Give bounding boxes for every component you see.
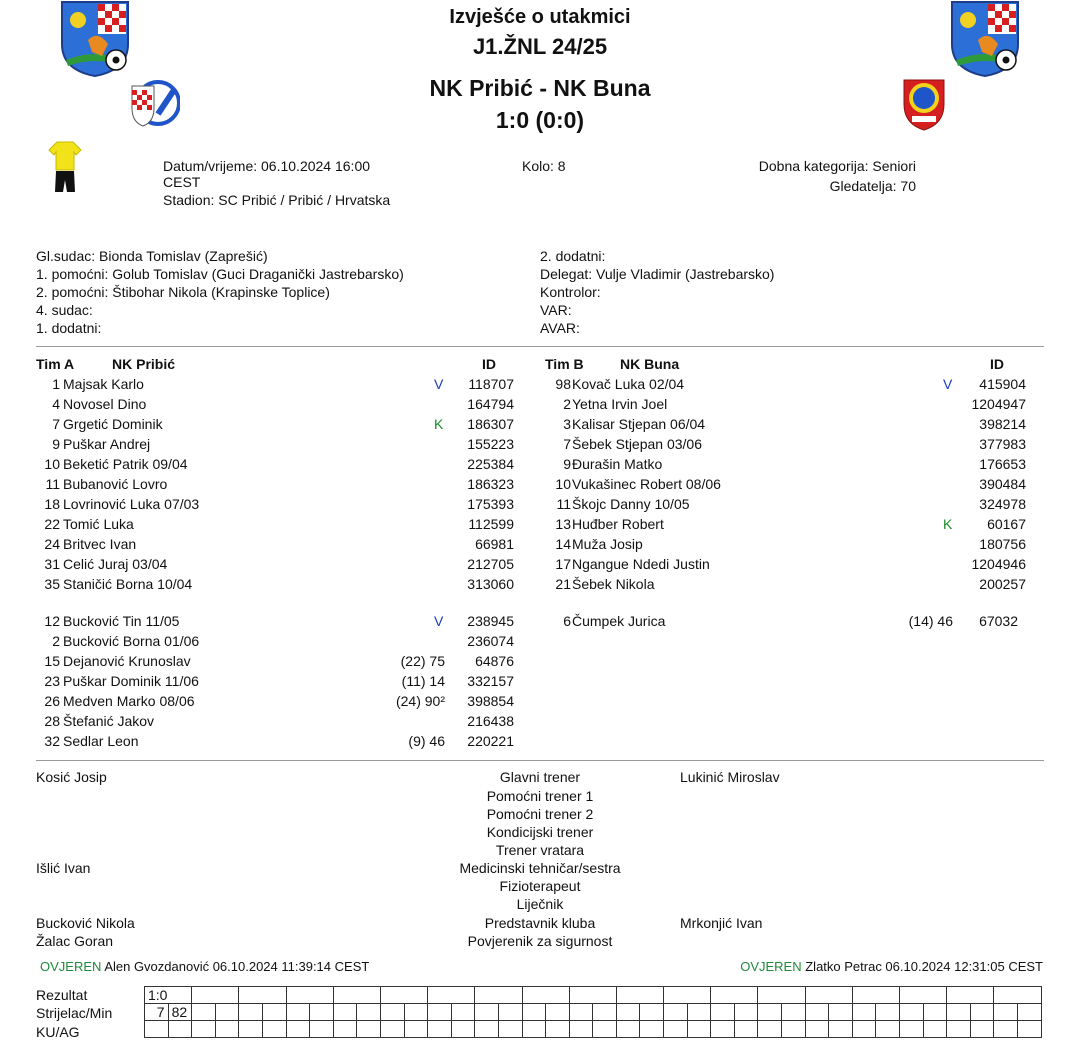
summary-cell (852, 1021, 876, 1038)
player-name: Britvec Ivan (63, 536, 137, 552)
player-id: 216438 (467, 713, 514, 729)
staff-role: Trener vratara (495, 842, 585, 858)
summary-cell (947, 1004, 971, 1021)
summary-row (145, 1004, 1042, 1021)
substitution-info: (14) 46 (908, 613, 953, 629)
staff-role: Fizioterapeut (499, 878, 581, 894)
summary-cell (286, 1004, 310, 1021)
summary-cell: 82 (168, 1004, 192, 1021)
player-number: 13 (555, 516, 571, 532)
player-number: 24 (44, 536, 60, 552)
player-number: 9 (563, 456, 571, 472)
player-name: Medven Marko 08/06 (63, 693, 195, 709)
summary-cell (947, 987, 994, 1004)
official-line: 2. pomoćni: Štibohar Nikola (Krapinske Toplice) (36, 284, 330, 300)
player-id: 186307 (467, 416, 514, 432)
summary-cell (428, 1021, 452, 1038)
player-number: 7 (52, 416, 60, 432)
player-id: 415904 (979, 376, 1026, 392)
substitution-info: (24) 90² (395, 693, 445, 709)
summary-cell (380, 987, 427, 1004)
player-id: 64876 (475, 653, 514, 669)
player-id: 398854 (467, 693, 514, 709)
away-club-crest (900, 76, 948, 132)
summary-cell (947, 1021, 971, 1038)
summary-cell (640, 1004, 664, 1021)
summary-cell (404, 1021, 428, 1038)
summary-cell (876, 1004, 900, 1021)
summary-cell (192, 987, 239, 1004)
match-timezone: CEST (163, 174, 201, 190)
spectator-count: Gledatelja: 70 (829, 178, 916, 194)
verified-label: OVJEREN (40, 959, 102, 974)
summary-cell (192, 1021, 216, 1038)
official-line: AVAR: (540, 320, 580, 336)
summary-cell (286, 987, 333, 1004)
summary-cell (805, 1021, 829, 1038)
summary-cell (262, 1021, 286, 1038)
summary-cell (900, 987, 947, 1004)
summary-cell (711, 1004, 735, 1021)
official-line: VAR: (540, 302, 572, 318)
player-number: 21 (555, 576, 571, 592)
team-a-id-header: ID (482, 356, 496, 372)
summary-cell (310, 1021, 334, 1038)
player-number: 35 (44, 576, 60, 592)
summary-cell: 1:0 (145, 987, 192, 1004)
player-number: 10 (44, 456, 60, 472)
summary-cell (546, 1004, 570, 1021)
summary-cell (1017, 1004, 1041, 1021)
match-score: 1:0 (0:0) (495, 107, 585, 133)
staff-member-home: Išlić Ivan (36, 860, 91, 876)
team-b-id-header: ID (990, 356, 1004, 372)
player-id: 200257 (979, 576, 1026, 592)
player-name: Bucković Tin 11/05 (63, 613, 180, 629)
summary-cell (923, 1021, 947, 1038)
player-number: 12 (44, 613, 60, 629)
staff-role: Medicinski tehničar/sestra (459, 860, 621, 876)
official-line: 1. dodatni: (36, 320, 102, 336)
summary-cell (994, 1021, 1018, 1038)
summary-cell (380, 1004, 404, 1021)
official-line: Gl.sudac: Bionda Tomislav (Zaprešić) (36, 248, 268, 264)
summary-cell (593, 1004, 617, 1021)
summary-cell (546, 1021, 570, 1038)
player-name: Dejanović Krunoslav (63, 653, 191, 669)
substitution-info: (9) 46 (408, 733, 445, 749)
staff-role: Povjerenik za sigurnost (467, 933, 613, 949)
verified-label: OVJEREN (740, 959, 802, 974)
summary-label-scorer: Strijelac/Min (36, 1005, 113, 1021)
staff-member-home: Žalac Goran (36, 933, 114, 949)
summary-cell (829, 1004, 853, 1021)
summary-cell (333, 1021, 357, 1038)
staff-role: Liječnik (516, 896, 564, 912)
player-id: 1204947 (971, 396, 1026, 412)
summary-cell (333, 1004, 357, 1021)
player-id: 220221 (467, 733, 514, 749)
summary-cell (616, 1021, 640, 1038)
substitution-info: (22) 75 (400, 653, 445, 669)
summary-cell (451, 1021, 475, 1038)
match-datetime: Datum/vrijeme: 06.10.2024 16:00 (163, 158, 371, 174)
summary-cell (145, 1021, 169, 1038)
summary-cell (522, 987, 569, 1004)
summary-cell (923, 1004, 947, 1021)
official-line: 2. dodatni: (540, 248, 606, 264)
player-name: Celić Juraj 03/04 (63, 556, 168, 572)
player-name: Puškar Dominik 11/06 (63, 673, 199, 689)
summary-cell (782, 1021, 806, 1038)
team-b-label: Tim B (545, 356, 584, 372)
summary-cell (616, 1004, 640, 1021)
player-id: 176653 (979, 456, 1026, 472)
summary-label-cards: KU/AG (36, 1024, 80, 1040)
player-name: Puškar Andrej (63, 436, 151, 452)
player-number: 14 (555, 536, 571, 552)
summary-cell: 7 (145, 1004, 169, 1021)
divider (36, 346, 1044, 347)
player-name: Beketić Patrik 09/04 (63, 456, 188, 472)
player-name: Sedlar Leon (63, 733, 139, 749)
summary-cell (711, 987, 758, 1004)
player-id: 238945 (467, 613, 514, 629)
summary-cell (664, 1021, 688, 1038)
summary-cell (829, 1021, 853, 1038)
official-line: Kontrolor: (540, 284, 601, 300)
player-number: 3 (563, 416, 571, 432)
summary-label-result: Rezultat (36, 987, 88, 1003)
substitution-info: (11) 14 (401, 673, 445, 689)
player-id: 155223 (467, 436, 514, 452)
summary-cell (357, 1004, 381, 1021)
age-category: Dobna kategorija: Seniori (758, 158, 916, 174)
summary-cell (428, 1004, 452, 1021)
player-name: Lovrinović Luka 07/03 (63, 496, 200, 512)
staff-member-home: Kosić Josip (36, 769, 107, 785)
player-name: Bubanović Lovro (63, 476, 168, 492)
summary-cell (616, 987, 663, 1004)
summary-cell (333, 987, 380, 1004)
captain-mark: K (434, 416, 444, 432)
player-number: 2 (563, 396, 571, 412)
summary-cell (852, 987, 899, 1004)
summary-cell (239, 987, 286, 1004)
team-a-label: Tim A (36, 356, 75, 372)
player-number: 11 (45, 476, 60, 492)
staff-role: Glavni trener (499, 769, 581, 785)
player-number: 28 (44, 713, 60, 729)
summary-cell (569, 987, 616, 1004)
summary-cell (522, 1021, 546, 1038)
summary-cell (900, 1021, 924, 1038)
player-number: 18 (44, 496, 60, 512)
player-name: Novosel Dino (63, 396, 147, 412)
player-number: 23 (44, 673, 60, 689)
summary-cell (215, 1004, 239, 1021)
summary-table (144, 986, 1042, 1038)
goalkeeper-mark: V (434, 376, 444, 392)
goalkeeper-mark: V (434, 613, 444, 629)
match-round: Kolo: 8 (522, 158, 566, 174)
verification-left-text: Alen Gvozdanović 06.10.2024 11:39:14 CEST (104, 959, 370, 974)
match-teams: NK Pribić - NK Buna (429, 75, 651, 101)
player-number: 9 (52, 436, 60, 452)
summary-cell (758, 1021, 782, 1038)
verification-left (40, 959, 369, 974)
summary-cell (876, 1021, 900, 1038)
goalkeeper-mark: V (943, 376, 953, 392)
captain-mark: K (943, 516, 953, 532)
staff-role: Kondicijski trener (486, 824, 594, 840)
summary-cell (239, 1004, 263, 1021)
summary-cell (805, 1004, 829, 1021)
summary-cell (404, 1004, 428, 1021)
summary-row (145, 987, 1042, 1004)
summary-cell (286, 1021, 310, 1038)
summary-cell (475, 1004, 499, 1021)
summary-cell (262, 1004, 286, 1021)
player-id: 398214 (979, 416, 1026, 432)
summary-cell (758, 987, 805, 1004)
summary-cell (758, 1004, 782, 1021)
summary-cell (357, 1021, 381, 1038)
summary-cell (664, 987, 711, 1004)
player-number: 7 (563, 436, 571, 452)
player-number: 32 (44, 733, 60, 749)
league-name: J1.ŽNL 24/25 (472, 34, 608, 59)
summary-cell (428, 987, 475, 1004)
home-club-crest (128, 78, 180, 128)
summary-cell (310, 1004, 334, 1021)
summary-cell (569, 1004, 593, 1021)
player-number: 1 (52, 376, 60, 392)
player-number: 6 (563, 613, 571, 629)
player-number: 26 (44, 693, 60, 709)
player-name: Muža Josip (572, 536, 643, 552)
player-name: Ngangue Ndedi Justin (572, 556, 710, 572)
player-name: Kovač Luka 02/04 (572, 376, 685, 392)
player-id: 112599 (468, 516, 514, 532)
summary-cell (475, 987, 522, 1004)
player-name: Štefanić Jakov (63, 713, 155, 729)
summary-cell (734, 1004, 758, 1021)
staff-member-home: Bucković Nikola (36, 915, 135, 931)
player-id: 164794 (467, 396, 514, 412)
player-name: Kalisar Stjepan 06/04 (572, 416, 706, 432)
kit-icon (48, 140, 82, 194)
player-id: 332157 (467, 673, 514, 689)
summary-cell (970, 1004, 994, 1021)
player-id: 324978 (979, 496, 1026, 512)
player-name: Huđber Robert (572, 516, 664, 532)
summary-row (145, 1021, 1042, 1038)
verification-right (640, 959, 1043, 974)
staff-member-away: Lukinić Miroslav (680, 769, 780, 785)
player-id: 60167 (987, 516, 1026, 532)
divider (36, 760, 1044, 761)
summary-cell (593, 1021, 617, 1038)
player-number: 4 (52, 396, 60, 412)
summary-cell (168, 1021, 192, 1038)
summary-cell (734, 1021, 758, 1038)
summary-cell (380, 1021, 404, 1038)
player-name: Bucković Borna 01/06 (63, 633, 200, 649)
summary-cell (970, 1021, 994, 1038)
summary-cell (994, 987, 1042, 1004)
player-name: Škojc Danny 10/05 (572, 496, 690, 512)
county-crest-right (948, 0, 1022, 78)
player-number: 31 (44, 556, 60, 572)
county-crest-left (58, 0, 132, 78)
summary-cell (498, 1021, 522, 1038)
player-name: Tomić Luka (63, 516, 134, 532)
official-line: 1. pomoćni: Golub Tomislav (Guci Draganički Jastrebarsko) (36, 266, 404, 282)
player-name: Šebek Nikola (572, 576, 655, 592)
team-a-name: NK Pribić (112, 356, 176, 372)
staff-member-away: Mrkonjić Ivan (680, 915, 763, 931)
report-title: Izvješće o utakmici (449, 6, 631, 28)
staff-role: Predstavnik kluba (484, 915, 596, 931)
summary-cell (994, 1004, 1018, 1021)
player-id: 212705 (467, 556, 514, 572)
player-name: Čumpek Jurica (572, 613, 666, 629)
summary-cell (569, 1021, 593, 1038)
summary-cell (192, 1004, 216, 1021)
summary-cell (1017, 1021, 1041, 1038)
team-b-name: NK Buna (620, 356, 680, 372)
summary-cell (782, 1004, 806, 1021)
player-id: 390484 (979, 476, 1026, 492)
summary-cell (852, 1004, 876, 1021)
player-id: 225384 (467, 456, 514, 472)
summary-cell (687, 1021, 711, 1038)
player-name: Yetna Irvin Joel (572, 396, 668, 412)
summary-cell (522, 1004, 546, 1021)
player-id: 180756 (979, 536, 1026, 552)
player-id: 313060 (467, 576, 514, 592)
player-id: 66981 (475, 536, 514, 552)
player-number: 22 (44, 516, 60, 532)
staff-role: Pomoćni trener 1 (486, 788, 594, 804)
official-line: Delegat: Vulje Vladimir (Jastrebarsko) (540, 266, 775, 282)
summary-cell (640, 1021, 664, 1038)
player-id: 377983 (979, 436, 1026, 452)
summary-cell (900, 1004, 924, 1021)
player-name: Grgetić Dominik (63, 416, 163, 432)
summary-cell (239, 1021, 263, 1038)
player-name: Vukašinec Robert 08/06 (572, 476, 721, 492)
player-id: 118707 (468, 376, 514, 392)
summary-cell (711, 1021, 735, 1038)
player-number: 2 (52, 633, 60, 649)
player-name: Šebek Stjepan 03/06 (572, 436, 702, 452)
summary-cell (451, 1004, 475, 1021)
player-id: 175393 (467, 496, 514, 512)
official-line: 4. sudac: (36, 302, 93, 318)
player-number: 98 (555, 376, 571, 392)
player-name: Majsak Karlo (63, 376, 144, 392)
player-number: 17 (555, 556, 571, 572)
match-stadium: Stadion: SC Pribić / Pribić / Hrvatska (163, 192, 391, 208)
summary-cell (215, 1021, 239, 1038)
summary-cell (498, 1004, 522, 1021)
player-number: 15 (44, 653, 60, 669)
staff-role: Pomoćni trener 2 (486, 806, 594, 822)
summary-cell (805, 987, 852, 1004)
summary-cell (475, 1021, 499, 1038)
player-name: Đurašin Matko (572, 456, 663, 472)
summary-cell (687, 1004, 711, 1021)
player-id: 1204946 (971, 556, 1026, 572)
player-number: 11 (556, 496, 571, 512)
player-id: 236074 (467, 633, 514, 649)
verification-right-text: Zlatko Petrac 06.10.2024 12:31:05 CEST (805, 959, 1043, 974)
summary-cell (664, 1004, 688, 1021)
player-number: 10 (555, 476, 571, 492)
player-id: 67032 (979, 613, 1018, 629)
player-name: Staničić Borna 10/04 (63, 576, 193, 592)
player-id: 186323 (467, 476, 514, 492)
